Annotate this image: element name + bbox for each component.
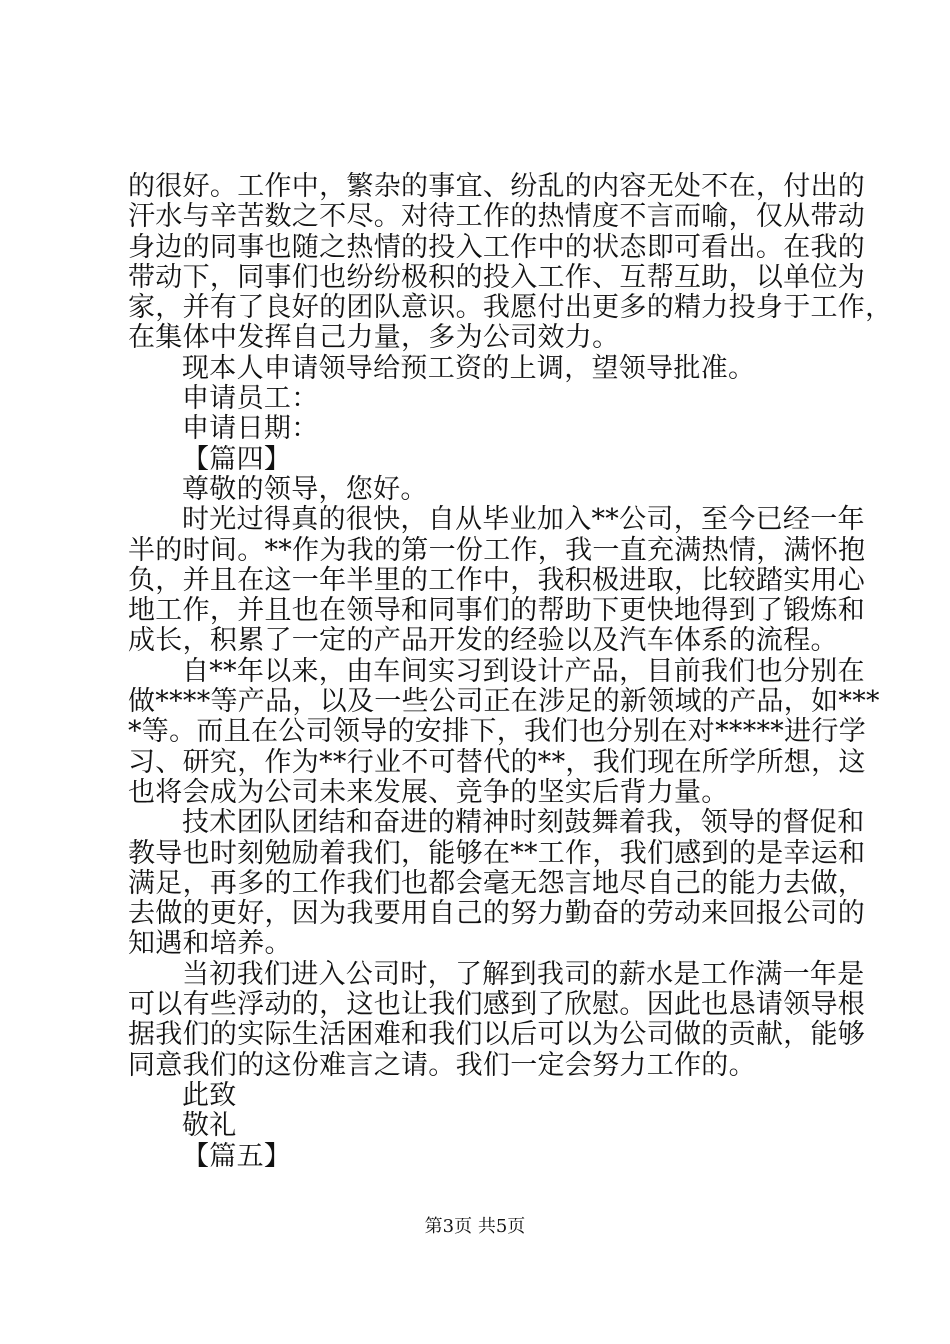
text-line: 教导也时刻勉励着我们，能够在**工作，我们感到的是幸运和 (128, 837, 866, 869)
text-line: 做****等产品，以及一些公司正在涉足的新领域的产品，如*** (128, 686, 880, 718)
text-line: 习、研究，作为**行业不可替代的**，我们现在所学所想，这 (128, 746, 866, 778)
text-line: 据我们的实际生活困难和我们以后可以为公司做的贡献，能够 (128, 1019, 866, 1051)
text-line: 当初我们进入公司时，了解到我司的薪水是工作满一年是 (182, 958, 865, 990)
text-line: 同意我们的这份难言之请。我们一定会努力工作的。 (128, 1049, 756, 1081)
text-line: 申请员工： (182, 383, 319, 415)
text-line: 汗水与辛苦数之不尽。对待工作的热情度不言而喻，仅从带动 (128, 201, 866, 233)
text-line: 成长，积累了一定的产品开发的经验以及汽车体系的流程。 (128, 625, 838, 657)
text-line: 敬礼 (182, 1110, 237, 1142)
text-line: 知遇和培养。 (128, 928, 292, 960)
text-line: 地工作，并且也在领导和同事们的帮助下更快地得到了锻炼和 (128, 595, 866, 627)
text-line: 尊敬的领导，您好。 (182, 473, 428, 505)
text-line: 时光过得真的很快，自从毕业加入**公司，至今已经一年 (182, 504, 865, 536)
text-line: *等。而且在公司领导的安排下，我们也分别在对*****进行学 (128, 716, 866, 748)
text-line: 负，并且在这一年半里的工作中，我积极进取，比较踏实用心 (128, 564, 866, 596)
text-line: 也将会成为公司未来发展、竞争的坚实后背力量。 (128, 776, 729, 808)
text-line: 半的时间。**作为我的第一份工作，我一直充满热情，满怀抱 (128, 534, 866, 566)
text-line: 此致 (182, 1079, 237, 1111)
text-line: 满足，再多的工作我们也都会毫无怨言地尽自己的能力去做， (128, 867, 866, 899)
text-line: 的很好。工作中，繁杂的事宜、纷乱的内容无处不在，付出的 (128, 171, 866, 202)
text-line: 技术团队团结和奋进的精神时刻鼓舞着我，领导的督促和 (182, 807, 865, 839)
text-line: 身边的同事也随之热情的投入工作中的状态即可看出。在我的 (128, 231, 866, 263)
text-line: 可以有些浮动的，这也让我们感到了欣慰。因此也恳请领导根 (128, 989, 866, 1021)
page-footer: 第3页 共5页 (424, 1216, 526, 1237)
text-line: 家，并有了良好的团队意识。我愿付出更多的精力投身于工作， (128, 292, 893, 324)
text-line: 自**年以来，由车间实习到设计产品，目前我们也分别在 (182, 655, 865, 687)
document-body (128, 171, 893, 1172)
text-line: 现本人申请领导给预工资的上调，望领导批准。 (182, 352, 756, 384)
text-line: 【篇四】 (182, 443, 292, 475)
text-line: 在集体中发挥自己力量，多为公司效力。 (128, 322, 620, 354)
text-line: 去做的更好，因为我要用自己的努力勤奋的劳动来回报公司的 (128, 898, 866, 930)
text-line: 申请日期： (182, 413, 319, 445)
text-line: 【篇五】 (182, 1140, 292, 1172)
text-line: 带动下，同事们也纷纷极积的投入工作、互帮互助，以单位为 (128, 261, 866, 293)
